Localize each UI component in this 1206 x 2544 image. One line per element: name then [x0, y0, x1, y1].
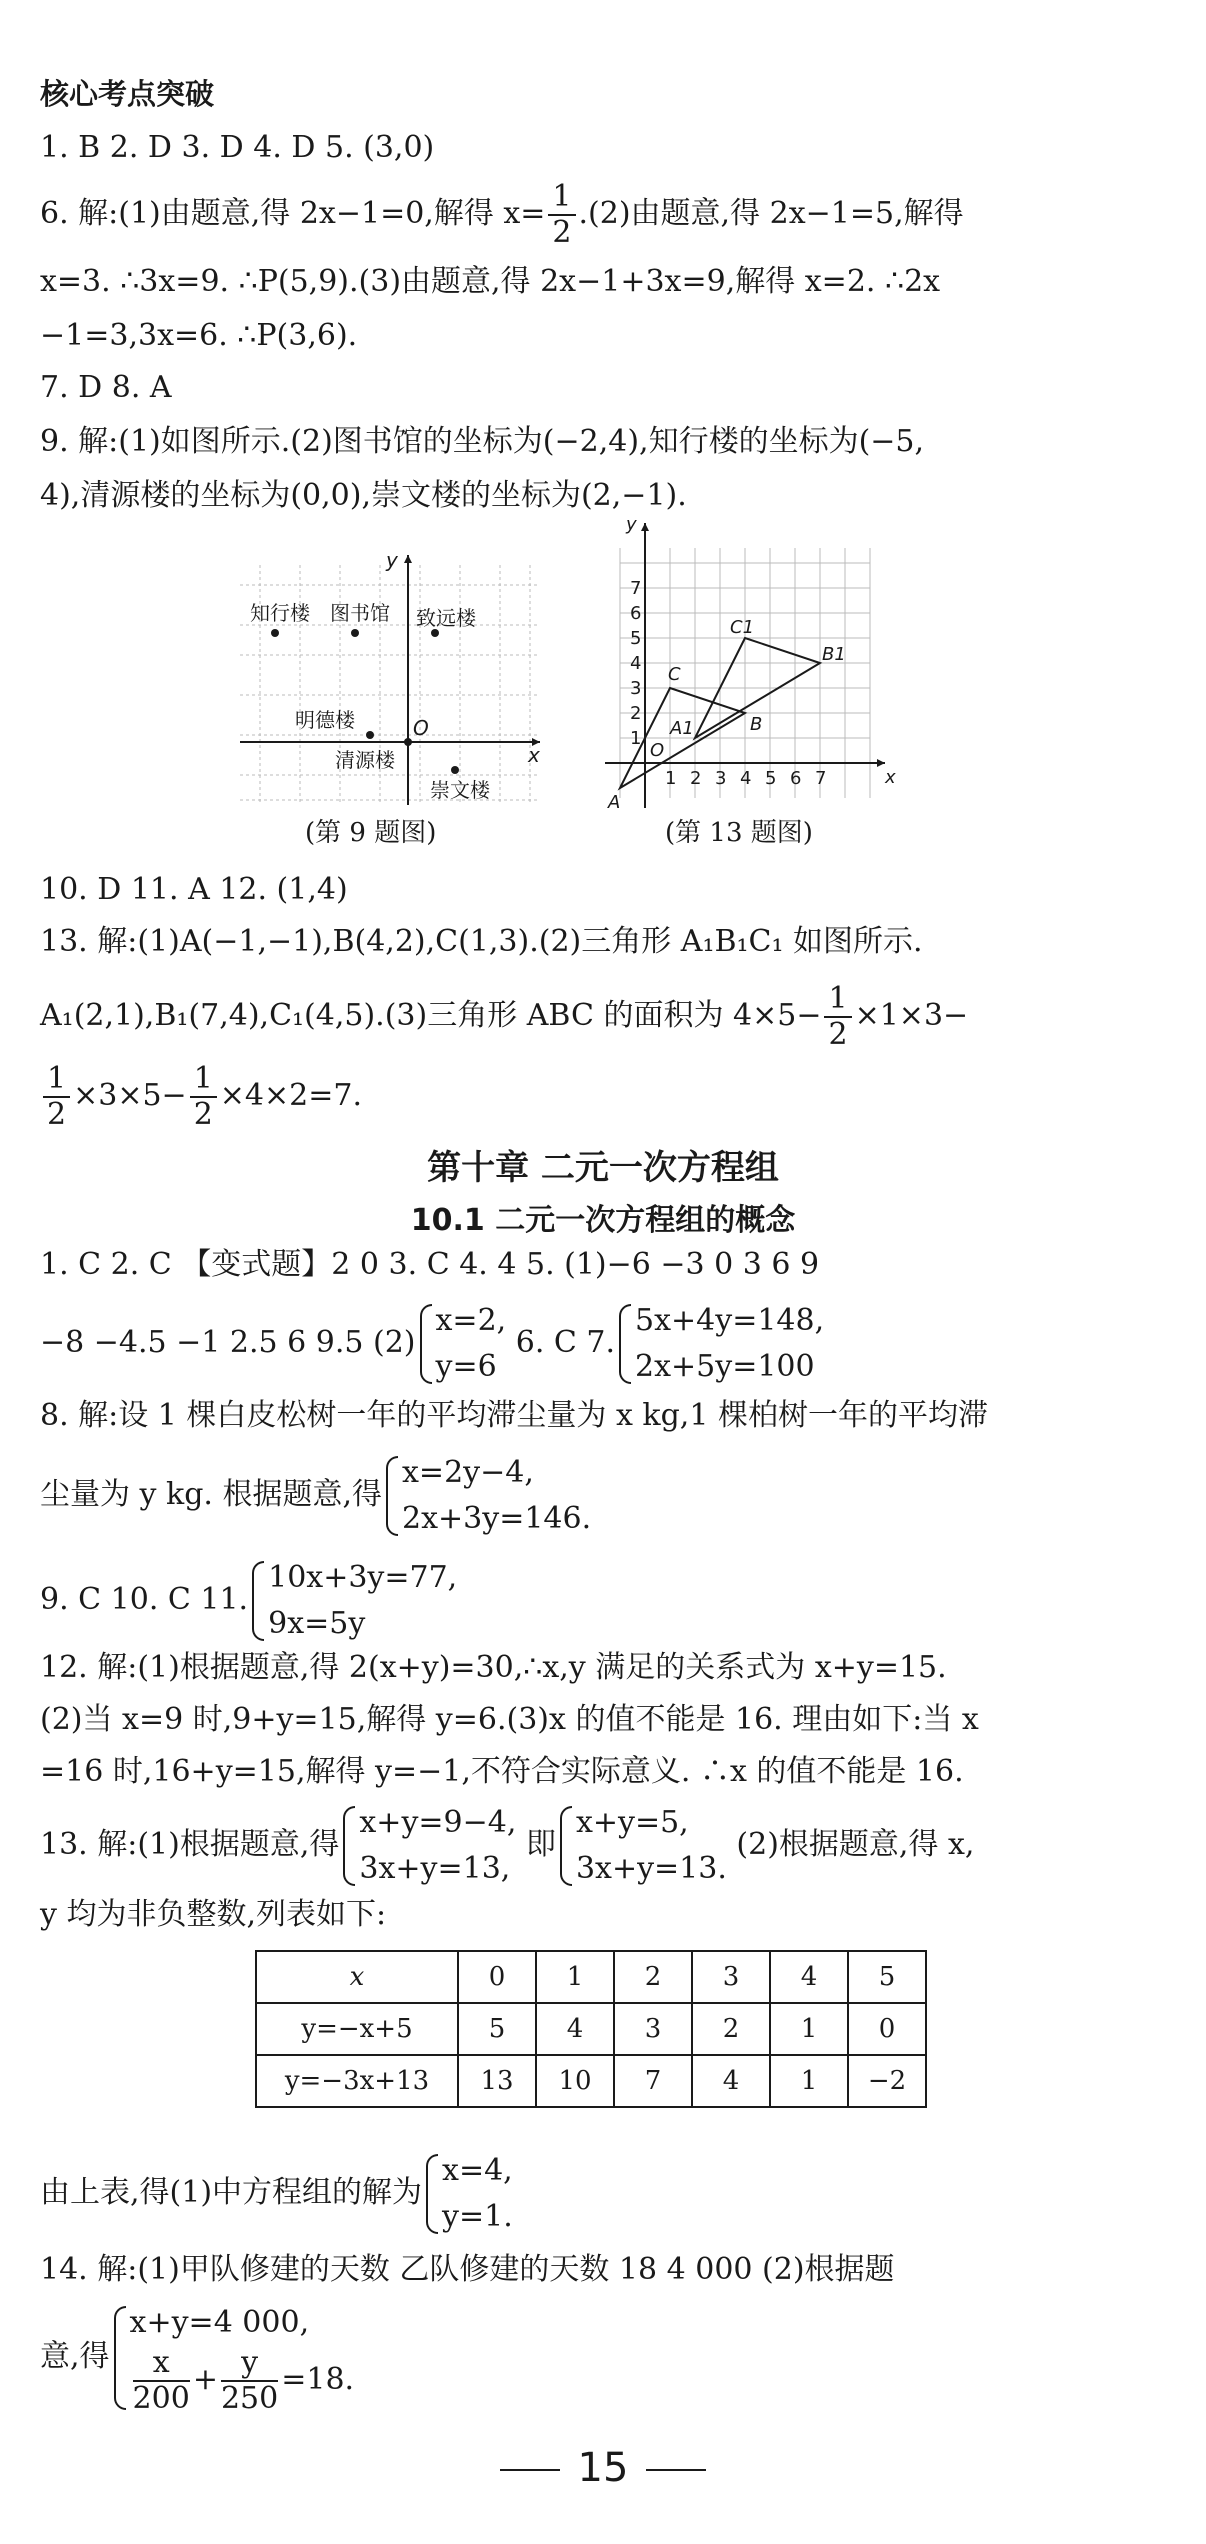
- system-q5: [416, 1298, 507, 1390]
- label-origin: O: [413, 716, 429, 740]
- text: 13. 解:(1)根据题意,得: [40, 1827, 340, 1862]
- table-cell: 4: [770, 1951, 848, 2003]
- xtick: 3: [715, 768, 727, 789]
- ytick: 1: [630, 728, 642, 749]
- eq: 2x+5y=100: [635, 1349, 815, 1384]
- text: ×1×3−: [854, 998, 969, 1033]
- eq: [130, 2346, 355, 2416]
- label-y: y: [626, 514, 637, 535]
- answer-line-c13b: y 均为非负整数,列表如下:: [40, 1897, 387, 1932]
- system-q13b: [556, 1800, 727, 1892]
- eq: 10x+3y=77,: [268, 1560, 458, 1595]
- point-mingde: [366, 731, 374, 739]
- text: A₁(2,1),B₁(7,4),C₁(4,5).(3)三角形 ABC 的面积为 4×5−: [40, 998, 822, 1033]
- ytick: 3: [630, 678, 642, 699]
- table-cell: 4: [692, 2055, 770, 2107]
- point-zhiyuan: [431, 629, 439, 637]
- answer-line-13a: 13. 解:(1)A(−1,−1),B(4,2),C(1,3).(2)三角形 A₁B₁C₁ 如图所示.: [40, 924, 923, 959]
- eq: y=6: [435, 1349, 497, 1384]
- text: 6. 解:(1)由题意,得 2x−1=0,解得 x=: [40, 196, 546, 231]
- label-mingde: 明德楼: [295, 708, 355, 732]
- label-qingyuan: 清源楼: [335, 748, 395, 772]
- system-q11: [248, 1555, 457, 1647]
- frac-den: 250: [220, 2381, 279, 2416]
- text: 9. C 10. C 11.: [40, 1582, 249, 1617]
- eq: 3x+y=13,: [359, 1851, 511, 1886]
- answer-line-c12a: 12. 解:(1)根据题意,得 2(x+y)=30,∴x,y 满足的关系式为 x+y=15.: [40, 1650, 947, 1685]
- label-B: B: [750, 714, 763, 735]
- eq: 2x+3y=146.: [402, 1501, 592, 1536]
- table-cell: 2: [692, 2003, 770, 2055]
- table-cell: 10: [536, 2055, 614, 2107]
- figure-13: [600, 508, 900, 818]
- answer-line-c12c: =16 时,16+y=15,解得 y=−1,不符合实际意义. ∴x 的值不能是 16.: [40, 1754, 964, 1789]
- label-B1: B1: [822, 644, 846, 665]
- frac-den: 2: [47, 1097, 67, 1132]
- xtick: 1: [665, 768, 677, 789]
- eq: x+y=5,: [575, 1805, 689, 1840]
- table-cell: y=−x+5: [256, 2003, 458, 2055]
- system-q7: [615, 1298, 824, 1390]
- point-library: [351, 629, 359, 637]
- table-cell: 0: [848, 2003, 926, 2055]
- frac-den: 2: [828, 1017, 848, 1052]
- text: 由上表,得(1)中方程组的解为: [40, 2175, 423, 2210]
- system-q13c: [422, 2148, 513, 2240]
- ytick: 7: [630, 578, 642, 599]
- eq: 9x=5y: [268, 1606, 366, 1641]
- answer-line-c2: [40, 1298, 824, 1390]
- frac-num: 1: [824, 982, 851, 1018]
- answer-line-c8b: [40, 1450, 591, 1542]
- xtick: 2: [690, 768, 702, 789]
- answer-line-9b: 4),清源楼的坐标为(0,0),崇文楼的坐标为(2,−1).: [40, 478, 687, 513]
- text: ×3×5−: [73, 1078, 187, 1113]
- rule: [500, 2469, 560, 2471]
- answer-line-c14a: 14. 解:(1)甲队修建的天数 乙队修建的天数 18 4 000 (2)根据题: [40, 2252, 895, 2287]
- fraction-half: [43, 1062, 70, 1132]
- table-cell: 5: [458, 2003, 536, 2055]
- frac-den: 2: [552, 215, 572, 250]
- label-library: 图书馆: [330, 601, 390, 625]
- text: 即: [525, 1827, 556, 1862]
- value-table: [255, 1950, 927, 2108]
- fraction: [221, 2346, 278, 2416]
- ytick: 2: [630, 703, 642, 724]
- fraction: [133, 2346, 190, 2416]
- table-cell: x: [256, 1951, 458, 2003]
- system-q13a: [339, 1800, 516, 1892]
- label-A1: A1: [670, 718, 694, 739]
- answer-line-c8a: 8. 解:设 1 棵白皮松树一年的平均滞尘量为 x kg,1 棵柏树一年的平均滞: [40, 1398, 988, 1433]
- section-title: 核心考点突破: [40, 77, 215, 111]
- eq: 5x+4y=148,: [635, 1303, 825, 1338]
- answer-line-13c: [40, 1062, 362, 1132]
- plus: +: [192, 2362, 218, 2397]
- table-cell: −2: [848, 2055, 926, 2107]
- table-cell: 3: [692, 1951, 770, 2003]
- ytick: 5: [630, 628, 642, 649]
- text: 尘量为 y kg. 根据题意,得: [40, 1477, 383, 1512]
- answer-line-c9: [40, 1555, 457, 1647]
- ytick: 4: [630, 653, 642, 674]
- eq: x=4,: [442, 2153, 513, 2188]
- eq: x+y=4 000,: [129, 2305, 310, 2340]
- answer-line-1: 1. B 2. D 3. D 4. D 5. (3,0): [40, 130, 435, 165]
- table-cell: 1: [536, 1951, 614, 2003]
- figure-9: [230, 545, 560, 835]
- table-cell: 4: [536, 2003, 614, 2055]
- eq: y=1.: [442, 2199, 513, 2234]
- answer-line-c12b: (2)当 x=9 时,9+y=15,解得 y=6.(3)x 的值不能是 16. 理由如下:当 x: [40, 1702, 979, 1737]
- text: −8 −4.5 −1 2.5 6 9.5 (2): [40, 1325, 416, 1360]
- label-chongwen: 崇文楼: [430, 778, 490, 802]
- text: 意,得: [40, 2339, 110, 2374]
- page-number-text: 15: [577, 2445, 629, 2491]
- section-10-1-title: 10.1 二元一次方程组的概念: [410, 1203, 796, 1238]
- figure-13-caption: (第 13 题图): [665, 818, 813, 848]
- eq: x+y=9−4,: [359, 1805, 517, 1840]
- answer-line-c14b: [40, 2300, 354, 2416]
- answer-line-6b: x=3. ∴3x=9. ∴P(5,9).(3)由题意,得 2x−1+3x=9,解得 x=2. ∴2x: [40, 264, 941, 299]
- text: .(2)由题意,得 2x−1=5,解得: [578, 196, 964, 231]
- answer-line-10: 10. D 11. A 12. (1,4): [40, 872, 348, 907]
- label-x: x: [885, 767, 896, 788]
- answer-line-13b: [40, 982, 968, 1052]
- label-zhixing: 知行楼: [250, 601, 310, 625]
- label-C: C: [668, 664, 681, 685]
- fraction-half: [190, 1062, 217, 1132]
- xtick: 5: [765, 768, 777, 789]
- figure-9-caption: (第 9 题图): [305, 818, 437, 848]
- ytick: 6: [630, 603, 642, 624]
- system-q8: [382, 1450, 591, 1542]
- answer-line-7: 7. D 8. A: [40, 370, 172, 405]
- text: (2)根据题意,得 x,: [736, 1827, 975, 1862]
- table-cell: 2: [614, 1951, 692, 2003]
- fraction-half: [824, 982, 851, 1052]
- rule: [646, 2469, 706, 2471]
- answer-line-c13a: [40, 1800, 974, 1892]
- fraction-half: [548, 180, 575, 250]
- xtick: 6: [790, 768, 802, 789]
- table-cell: 5: [848, 1951, 926, 2003]
- eq: x=2y−4,: [402, 1455, 534, 1490]
- table-row: [256, 2055, 926, 2107]
- frac-num: x: [133, 2346, 190, 2382]
- answer-line-c13c: [40, 2148, 513, 2240]
- answer-line-6a: [40, 180, 964, 250]
- answer-line-9a: 9. 解:(1)如图所示.(2)图书馆的坐标为(−2,4),知行楼的坐标为(−5,: [40, 424, 925, 459]
- label-A: A: [608, 792, 621, 813]
- system-q14: [110, 2300, 355, 2416]
- frac-num: 1: [43, 1062, 70, 1098]
- table-cell: 1: [770, 2003, 848, 2055]
- answer-line-c1: 1. C 2. C 【变式题】2 0 3. C 4. 4 5. (1)−6 −3 0 3 6 9: [40, 1247, 820, 1282]
- label-origin: O: [650, 740, 665, 761]
- table-cell: 7: [614, 2055, 692, 2107]
- table-cell: 1: [770, 2055, 848, 2107]
- text: =18.: [281, 2362, 355, 2397]
- point-zhixing: [271, 629, 279, 637]
- text: ×4×2=7.: [219, 1078, 362, 1113]
- text: 6. C 7.: [515, 1325, 616, 1360]
- table-cell: 0: [458, 1951, 536, 2003]
- page-number: [0, 2445, 1206, 2491]
- answer-line-6c: −1=3,3x=6. ∴P(3,6).: [40, 318, 358, 353]
- eq: x=2,: [435, 1303, 507, 1338]
- label-C1: C1: [730, 617, 755, 638]
- frac-num: y: [221, 2346, 278, 2382]
- label-y: y: [386, 548, 398, 572]
- table-cell: 3: [614, 2003, 692, 2055]
- eq: 3x+y=13.: [575, 1851, 727, 1886]
- frac-den: 200: [132, 2381, 190, 2416]
- label-zhiyuan: 致远楼: [416, 606, 476, 630]
- point-qingyuan: [404, 738, 412, 746]
- point-chongwen: [451, 766, 459, 774]
- frac-den: 2: [193, 1097, 213, 1132]
- table-cell: y=−3x+13: [256, 2055, 458, 2107]
- table-cell: 13: [458, 2055, 536, 2107]
- chapter-title: 第十章 二元一次方程组: [427, 1148, 779, 1188]
- frac-num: 1: [548, 180, 575, 216]
- table-row: [256, 1951, 926, 2003]
- xtick: 4: [740, 768, 752, 789]
- frac-num: 1: [190, 1062, 217, 1098]
- table-row: [256, 2003, 926, 2055]
- label-x: x: [528, 743, 540, 767]
- xtick: 7: [815, 768, 827, 789]
